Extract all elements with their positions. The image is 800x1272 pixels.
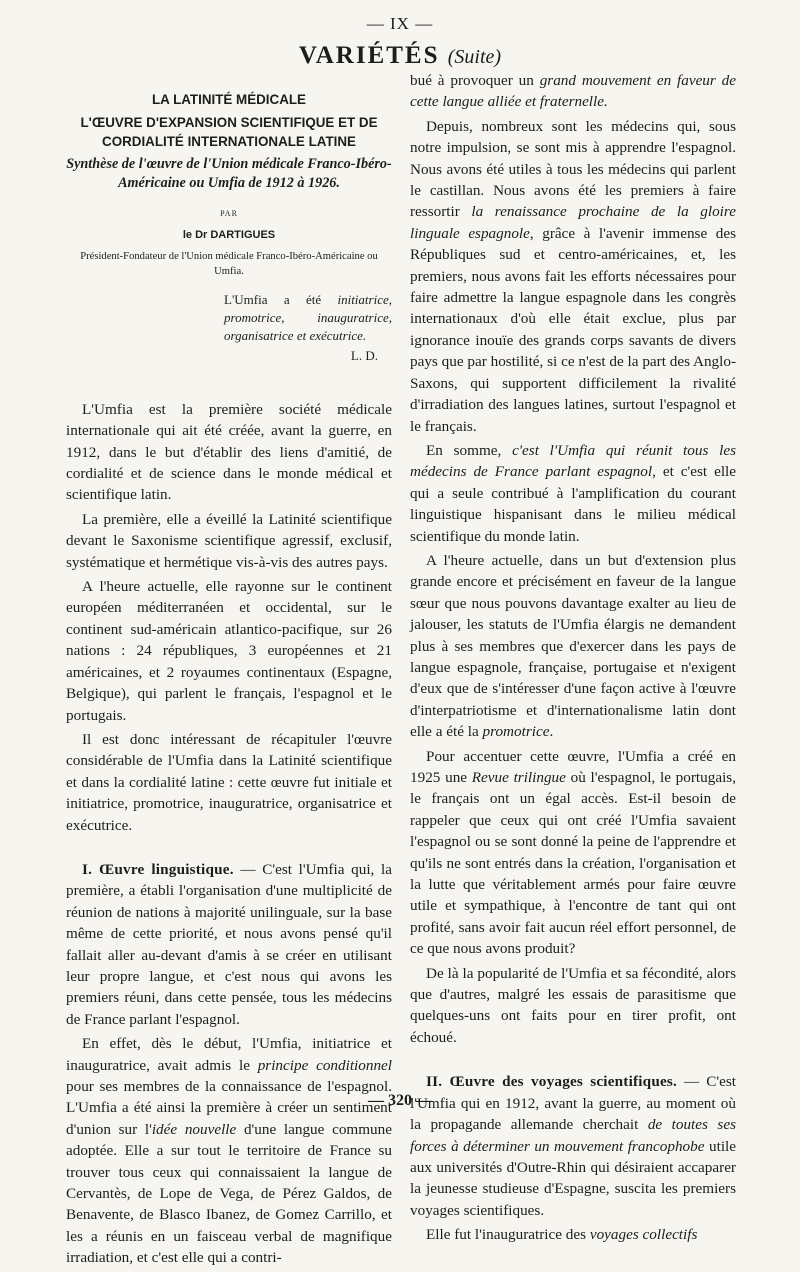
text-run: En somme, xyxy=(426,441,513,459)
section-gap xyxy=(410,1051,736,1071)
epigraph-signature: L. D. xyxy=(350,347,378,363)
emphasis: de toutes ses forces à déterminer un mouvement francophobe xyxy=(410,1116,736,1155)
text-run: . xyxy=(549,723,554,741)
section-paragraph xyxy=(66,859,392,1030)
paragraph: L'Umfia est la première société médicale internationale qui ait été créée, avant la guerre, en 1912, dans le but d'établir des liens d'amitié, de cordialité et de science dans le monde médical et scientifique latin. xyxy=(66,400,392,504)
section-title xyxy=(0,42,800,70)
paragraph xyxy=(410,440,736,547)
article-heading: LA LATINITÉ MÉDICALE xyxy=(152,92,306,107)
section-heading: II. Œuvre des voyages scientifiques. xyxy=(426,1073,678,1091)
text-run: Elle fut l'inauguratrice des xyxy=(426,1226,590,1244)
article-synthesis: Synthèse de l'œuvre de l'Union médicale Franco-Ibéro-Américaine ou Umfia de 1912 à 1926. xyxy=(66,156,392,191)
text-run: En effet, dès le début, l'Umfia, initiatrice et inauguratrice, avait admis le xyxy=(66,1035,392,1074)
text-run: utile aux universités d'Outre-Rhin qui désiraient accaparer la jeunesse studieuse d'Espagne, suscita les premiers voyages scientifiques. xyxy=(410,1137,736,1219)
section-text: — C'est l'Umfia qui, la première, a établi l'organisation d'une multiplicité de réunion de nations à majorité unilinguale, sur la base même de cette priorité, et nous avons pensé qu'il fallait aller au-devant d'amis à se créer en utilisant leur propre langue, et c'est nous qui avons les premiers réuni, dans cette pensée, tous les médecins de France parlant l'espagnol. xyxy=(66,860,392,1028)
section-heading: I. Œuvre linguistique. xyxy=(82,860,234,878)
author-title: Président-Fondateur de l'Union médicale Franco-Ibéro-Américaine ou Umfia. xyxy=(80,250,378,277)
emphasis: grand mouvement en faveur de cette langue alliée et fraternelle. xyxy=(410,72,736,111)
spacer xyxy=(66,365,392,399)
author-name: le Dr DARTIGUES xyxy=(182,229,276,242)
emphasis: c'est l'Umfia qui réunit tous les médecins de France parlant espagnol xyxy=(410,441,737,481)
emphasis: la renaissance prochaine de la gloire linguale espagnole xyxy=(410,203,736,242)
epigraph-text: L'Umfia a été xyxy=(224,291,338,307)
paragraph: La première, elle a éveillé la Latinité scientifique devant le Saxonisme scientifique agressif, exclusif, systématique et hermétique vis-à-vis des autres pays. xyxy=(66,510,392,571)
page-number-top: — IX — xyxy=(366,14,434,33)
paragraph xyxy=(410,1224,736,1245)
emphasis: idée nouvelle xyxy=(151,1120,237,1138)
text-run: d'une langue commune adoptée. Elle a sur tout le territoire de France su trouver tous ceux qui connaissaient la langue de Cervantès, de Lope de Vega, de Pérez Galdos, de Benavente, de Blasco Ibanez, de Gomez Carrillo, et les a réunis en un faisceau verbal de magnifique irradiation, et c'est elle qui a contri- xyxy=(66,1120,392,1267)
epigraph xyxy=(224,291,392,365)
section-title-suite: (Suite) xyxy=(447,46,502,68)
emphasis: Revue trilingue xyxy=(471,769,566,786)
section-gap xyxy=(66,839,392,859)
text-run: pour ses membres de la connaissance de l'espagnol. L'Umfia a été ainsi la première à créer un sentiment d'union sur l' xyxy=(66,1078,392,1138)
paragraph: A l'heure actuelle, elle rayonne sur le continent européen méditerranéen et occidental, sur le continent sud-américain atlantico-pacifique, sur 26 nations : 24 républiques, 3 européennes et 21 américaines, et 2 royaumes continentaux (Espagne, Belgique), qui parlent le français, l'espagnol et le portugais. xyxy=(66,578,392,724)
emphasis: principe conditionnel xyxy=(257,1056,392,1074)
text-run: , et c'est elle qui a seule contribué à l'amplification du courant linguistique hispanisant dans le milieu médical scientifique du monde latin. xyxy=(410,463,737,545)
paragraph xyxy=(410,550,736,743)
byline-par: PAR xyxy=(220,209,238,218)
paragraph: De là la popularité de l'Umfia et sa fécondité, alors que d'autres, malgré les essais de parasitisme que quelques-uns ont faits pour en tirer profit, ont échoué. xyxy=(410,964,736,1046)
epigraph-emphasis: initiatrice, promotrice, inauguratrice, organisatrice et exécutrice. xyxy=(224,291,392,343)
section-title-text: VARIÉTÉS xyxy=(298,42,440,69)
text-run: bué à provoquer un xyxy=(410,72,540,89)
emphasis: voyages collectifs xyxy=(589,1226,698,1244)
text-run: — C'est l'Umfia qui en 1912, avant la guerre, au moment où la propagande allemande cherchait xyxy=(410,1073,736,1134)
text-run: , grâce à l'avenir immense des Républiques sud et centro-américaines, et, les premiers, nous avons fait les efforts nécessaires pour faire admettre la langue espagnole dans les congrès internationaux d'où elle était exclue, plus par ignorance inouïe des grands corps savants de divers pays que par hostilité, si ce n'est de la part des Anglo-Saxons, qui supportent difficilement la rivalité d'irradiation des langues latines, surtout l'espagnol et le français. xyxy=(410,224,736,435)
paragraph xyxy=(410,746,736,960)
right-column xyxy=(410,70,736,1249)
emphasis: promotrice xyxy=(482,723,550,741)
paragraph xyxy=(66,1033,392,1268)
page-number-bottom: — 320 — xyxy=(368,1092,432,1109)
article-subheading: L'ŒUVRE D'EXPANSION SCIENTIFIQUE ET DE CORDIALITÉ INTERNATIONALE LATINE xyxy=(80,115,378,149)
text-run: Depuis, nombreux sont les médecins qui, sous notre impulsion, se sont mis à apprendre l'espagnol. Nous avons été utiles à tous les médecins qui parlent le castillan. Nous avons été les premiers à faire ressortir xyxy=(410,117,736,221)
paragraph xyxy=(410,70,736,113)
text-run: où l'espagnol, le portugais, le français ont un égal accès. Est-il besoin de rappeler que ceux qui ont créé l'Umfia savaient l'espagnol ou se sont donné la peine de l'apprendre et qu'ils ne sont entrés dans la création, l'organisation et la lutte que véritablement armés pour faire œuvre utile et sympathique, à l'encontre de tant qui ont profité, sans avoir fait aucun réel effort personnel, de ce que nous avons produit? xyxy=(410,769,736,958)
paragraph xyxy=(410,116,736,437)
text-run: Pour accentuer cette œuvre, l'Umfia a créé en 1925 une xyxy=(410,747,736,786)
paragraph: Il est donc intéressant de récapituler l'œuvre considérable de l'Umfia dans la Latinité scientifique et dans la cordialité latine : cette œuvre fut initiale et initiatrice, promotrice, inauguratrice, organisatrice et exécutrice. xyxy=(66,730,392,834)
text-run: A l'heure actuelle, dans un but d'extension plus grande encore et précisément en faveur de la langue sœur que nous pouvons davantage exalter au lieu de jalouser, les statuts de l'Umfia élargis ne demandent plus à ses membres que d'exercer dans les pays de langue espagnole, française, portugaise et n'exigent d'eux que de s'intéresser d'une façon active à l'œuvre d'interpatriotisme et d'internationalisme latin dont elle a été la xyxy=(410,551,736,741)
